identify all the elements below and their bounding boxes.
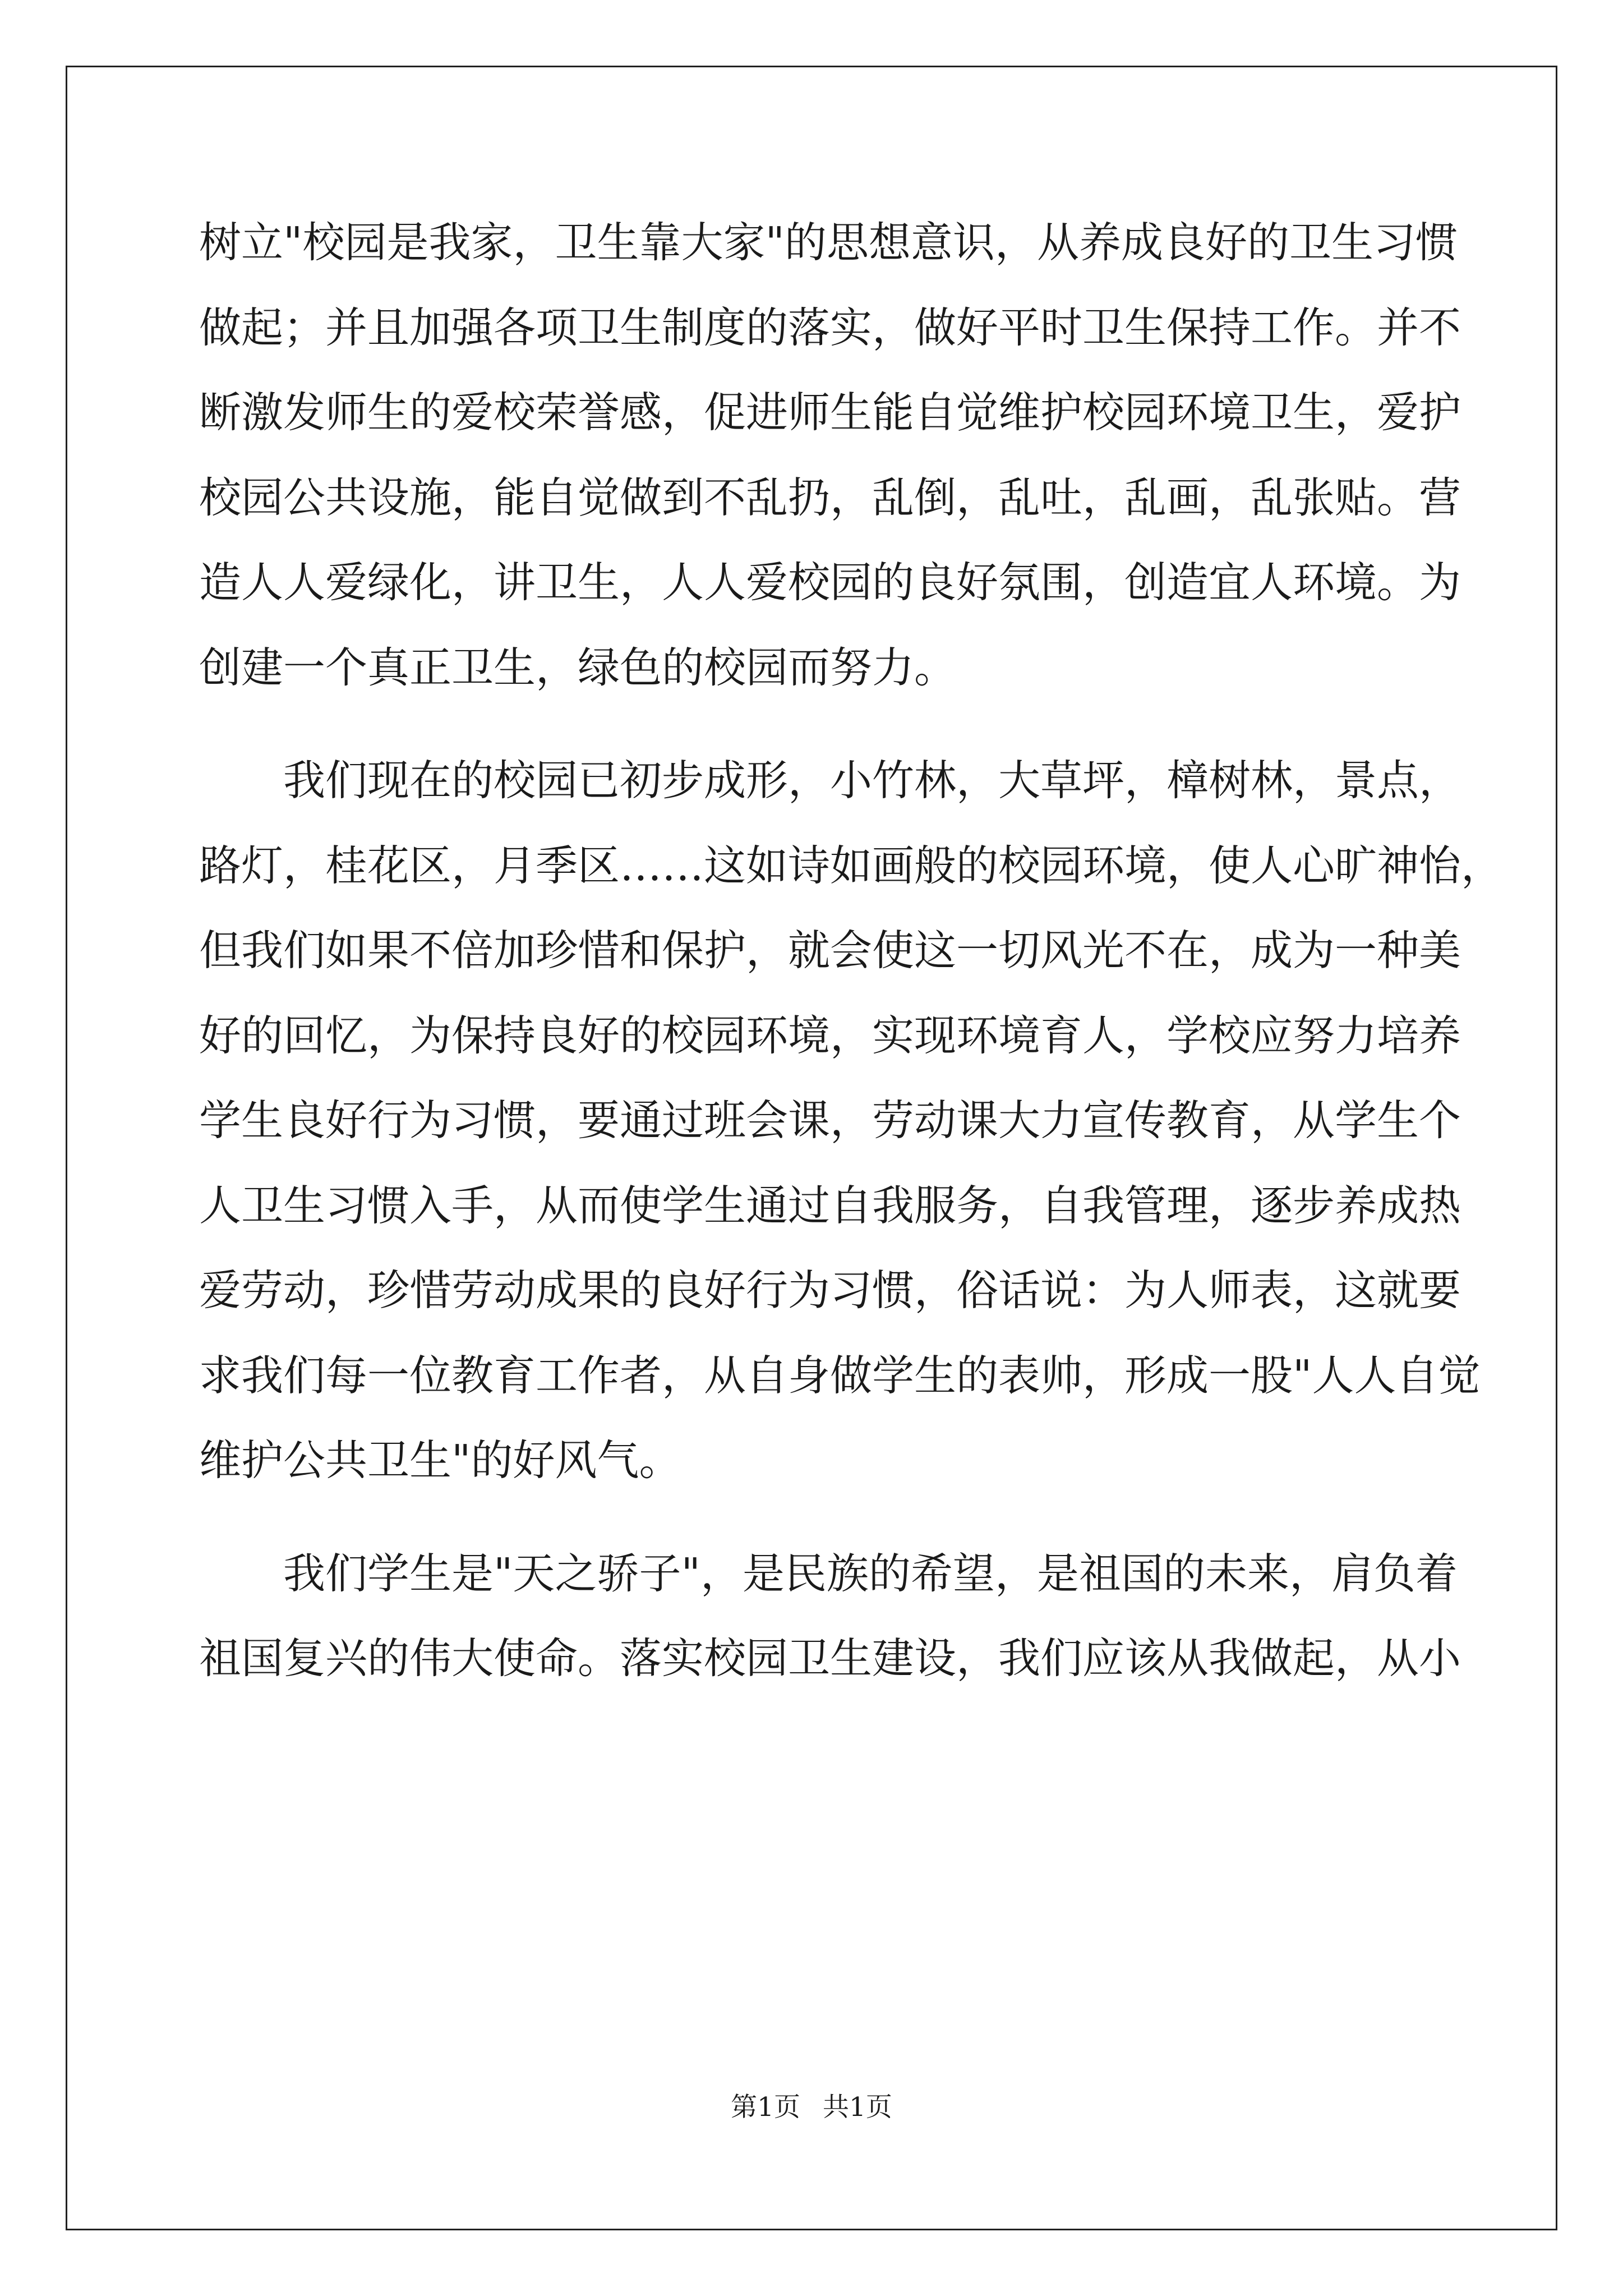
page-footer bbox=[0, 2091, 1623, 2124]
text-line: 树立"校园是我家，卫生靠大家"的思想意识，从养成良好的卫生习惯 bbox=[199, 218, 1458, 267]
text-line: 校园公共设施，能自觉做到不乱扔，乱倒，乱吐，乱画，乱张贴。营 bbox=[199, 473, 1461, 522]
text-line: 学生良好行为习惯，要通过班会课，劳动课大力宣传教育，从学生个 bbox=[199, 1096, 1461, 1145]
text-line: 断激发师生的爱校荣誉感，促进师生能自觉维护校园环境卫生，爱护 bbox=[199, 388, 1461, 437]
text-line: 路灯，桂花区，月季区……这如诗如画般的校园环境，使人心旷神怡， bbox=[199, 841, 1504, 890]
page-total: 共1页 bbox=[823, 2092, 892, 2123]
text-line: 做起；并且加强各项卫生制度的落实，做好平时卫生保持工作。并不 bbox=[199, 303, 1461, 352]
text-line: 人卫生习惯入手，从而使学生通过自我服务，自我管理，逐步养成热 bbox=[199, 1181, 1461, 1230]
text-line: 造人人爱绿化，讲卫生，人人爱校园的良好氛围，创造宜人环境。为 bbox=[199, 558, 1461, 607]
text-line: 我们学生是"天之骄子"，是民族的希望，是祖国的未来，肩负着 bbox=[199, 1549, 1458, 1598]
text-line: 创建一个真正卫生，绿色的校园而努力。 bbox=[199, 643, 957, 692]
text-line: 好的回忆，为保持良好的校园环境，实现环境育人，学校应努力培养 bbox=[199, 1011, 1461, 1060]
page-number: 第1页 bbox=[731, 2092, 800, 2123]
text-line: 求我们每一位教育工作者，从自身做学生的表帅，形成一股"人人自觉 bbox=[199, 1351, 1481, 1400]
text-line: 祖国复兴的伟大使命。落实校园卫生建设，我们应该从我做起，从小 bbox=[199, 1634, 1461, 1683]
text-line: 爱劳动，珍惜劳动成果的良好行为习惯，俗话说：为人师表，这就要 bbox=[199, 1266, 1461, 1315]
text-line: 我们现在的校园已初步成形，小竹林，大草坪，樟树林，景点， bbox=[199, 756, 1461, 805]
text-line: 但我们如果不倍加珍惜和保护，就会使这一切风光不在，成为一种美 bbox=[199, 926, 1461, 975]
text-line: 维护公共卫生"的好风气。 bbox=[199, 1435, 681, 1485]
